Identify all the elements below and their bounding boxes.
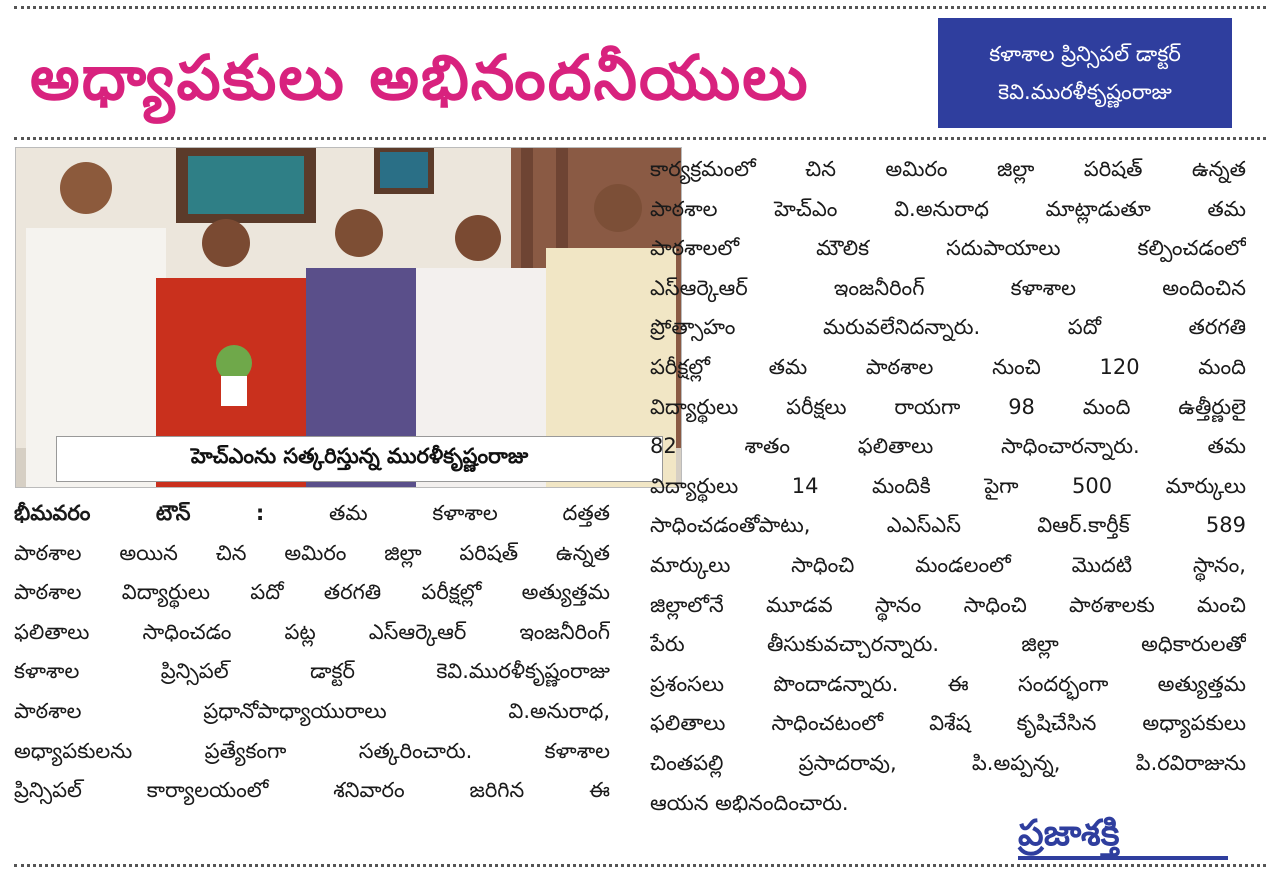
right-column-line: పరీక్షల్లో తమ పాఠశాల నుంచి 120 మంది (650, 354, 1246, 379)
right-column-line: పాఠశాల హెచ్ఎం వి.అనురాధ మాట్లాడుతూ తమ (650, 196, 1246, 221)
left-column-line: అధ్యాపకులను ప్రత్యేకంగా సత్కరించారు. కళాశాల (14, 738, 610, 763)
left-column-line (14, 494, 610, 534)
right-column-line: ఫలితాలు సాధించటంలో విశేష కృషిచేసిన అధ్యాపకులు (650, 711, 1246, 736)
photo-caption: హెచ్ఎంను సత్కరిస్తున్న మురళీకృష్ణంరాజు (56, 436, 663, 482)
subtitle-line-1: కళాశాల ప్రిన్సిపల్ డాక్టర్ (989, 42, 1181, 66)
prajasakti-logo: ప్రజాశక్తి (1018, 808, 1228, 860)
bottom-dotted-rule (14, 864, 1266, 867)
right-column-line: ప్రోత్సాహం మరువలేనిదన్నారు. పదో తరగతి (650, 315, 1246, 340)
right-column-line: ప్రశంసలు పొందాడన్నారు. ఈ సందర్భంగా అత్యుత్తమ (650, 671, 1246, 696)
top-dotted-rule (14, 6, 1266, 9)
right-column-line: ఆయన అభినందించారు. (650, 790, 849, 815)
header-dotted-rule (14, 137, 1266, 140)
left-column-line: ప్రిన్సిపల్ కార్యాలయంలో శనివారం జరిగిన ఈ (14, 778, 610, 803)
right-column-line: పేరు తీసుకువచ్చారన్నారు. జిల్లా అధికారులతో (650, 632, 1246, 657)
left-column (14, 494, 610, 811)
left-column-line: కళాశాల ప్రిన్సిపల్ డాక్టర్ కెవి.మురళీకృష్ణంరాజు (14, 659, 610, 684)
subtitle-line-2: కెవి.మురళీకృష్ణంరాజు (998, 80, 1172, 104)
headline: అధ్యాపకులు అభినందనీయులు (30, 41, 810, 114)
left-column-line: పాఠశాల ప్రధానోపాధ్యాయురాలు వి.అనురాధ, (14, 698, 610, 723)
right-column-line: విద్యార్థులు 14 మందికి పైగా 500 మార్కులు (650, 473, 1246, 498)
right-column-line: విద్యార్థులు పరీక్షలు రాయగా 98 మంది ఉత్తీర్ణులై (650, 394, 1246, 419)
right-column-line: ఎస్ఆర్కెఆర్ ఇంజనీరింగ్ కళాశాల అందించిన (650, 275, 1246, 300)
left-column-line: పాఠశాల అయిన చిన అమిరం జిల్లా పరిషత్ ఉన్నత (14, 540, 610, 565)
right-column (650, 150, 1246, 823)
news-photo (15, 147, 682, 488)
right-column-line: మార్కులు సాధించి మండలంలో మొదటి స్థానం, (650, 552, 1246, 577)
dateline: భీమవరం టౌన్ : (14, 501, 265, 525)
right-column-line: సాధించడంతోపాటు, ఎఎస్ఎస్ విఆర్.కార్తీక్ 589 (650, 513, 1246, 538)
right-column-line: పాఠశాలలో మౌలిక సదుపాయాలు కల్పించడంలో (650, 236, 1246, 261)
left-first-line-rest: తమ కళాశాల దత్తత (329, 501, 610, 525)
right-column-line: చింతపల్లి ప్రసాదరావు, పి.అప్పన్న, పి.రవిరాజును (650, 750, 1246, 775)
right-column-line: 82 శాతం ఫలితాలు సాధించారన్నారు. తమ (650, 434, 1246, 459)
right-column-line: కార్యక్రమంలో చిన అమిరం జిల్లా పరిషత్ ఉన్నత (650, 157, 1246, 181)
subtitle-box (938, 18, 1232, 128)
left-column-line: పాఠశాల విద్యార్థులు పదో తరగతి పరీక్షల్లో అత్యుత్తమ (14, 580, 610, 605)
right-column-line: జిల్లాలోనే మూడవ స్థానం సాధించి పాఠశాలకు మంచి (650, 592, 1246, 617)
left-column-line: ఫలితాలు సాధించడం పట్ల ఎస్ఆర్కెఆర్ ఇంజనీరింగ్ (14, 619, 610, 644)
